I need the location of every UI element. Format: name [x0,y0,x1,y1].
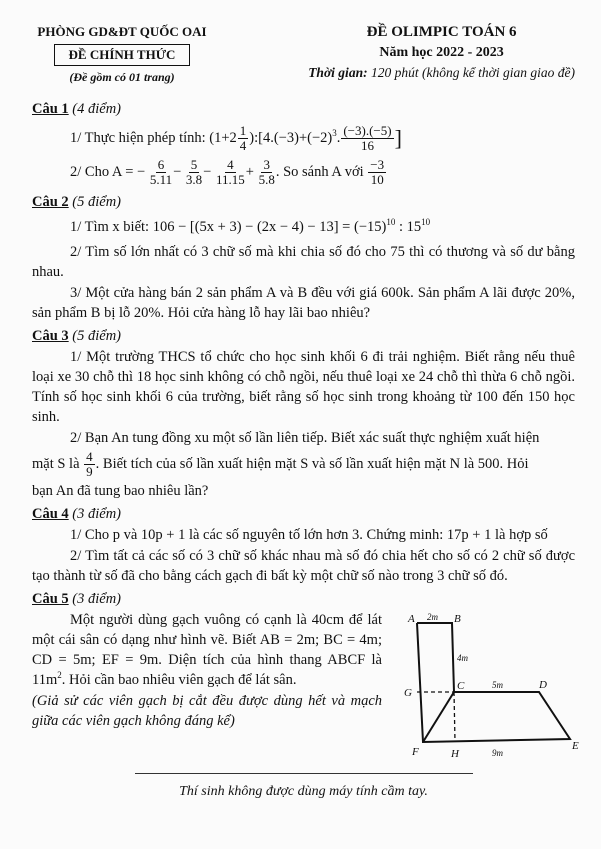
q4-heading: Câu 4 (3 điểm) [32,506,122,522]
label-h: H [451,748,459,759]
label-g: G [404,687,412,699]
q2-part1: 1/ Tìm x biết: $106 - [(5x + 3) - (2x - 4) - 13] = (-15)^{10}$ : $15^{10}$ [70,217,431,235]
label-e: E [572,740,579,752]
label-ab: 2m [427,612,438,622]
q5-heading: Câu 5 (3 điểm) [32,591,122,607]
q3-part1: 1/ Một trường THCS tổ chức cho học sinh khối 6 đi trải nghiệm. Biết rằng nếu thuê loại xe 30 chỗ thì 18 học sinh không có chỗ ngồi, nếu thuê loại xe 24 chỗ thì thừa 6 chỗ ngồi. Tính số học sinh khối 6 của trường, biết rằng số học sinh trong khoảng từ 100 đến 150 học sinh. [32,349,575,425]
yard-figure [394,609,584,759]
header-right [308,22,575,87]
exam-title: ĐỀ OLIMPIC TOÁN 6 [366,24,517,40]
q5-section [32,609,579,759]
q1-part2: 2/ Cho A = − $\frac{6}{5.11}$ − $\frac{5}{3.8}$ − $\frac{4}{11.15}$ + $\frac{3}{5.8}$ . So sánh A với $\frac{-3}{10}$ [70,157,385,187]
q4-part2: 2/ Tìm tất cả các số có 3 chữ số khác nhau mà số đó chia hết cho số có 2 chữ số được tạo thành từ số đã cho bằng cách gạch đi bất kỳ một chữ số nào trong 3 chữ số đó. [32,548,575,584]
q3-part2c: bạn An đã tung bao nhiêu lần? [32,483,209,499]
label-f: F [412,746,419,758]
label-a: A [408,613,415,625]
school-year: Năm học 2022 - 2023 [379,45,504,60]
q3-part2a: 2/ Bạn An tung đồng xu một số lần liên tiếp. Biết xác suất thực nghiệm xuất hiện [70,430,540,446]
q5-text: Một người dùng gạch vuông có cạnh là 40cm để lát một cái sân có dạng như hình vẽ. Biết AB = 2m; BC = 4m; CD = 5m; EF = 9m. Diện tích của hình thang ABCF là $11m^2$. Hỏi cần bao nhiêu viên gạch để lát sân. [32,612,382,688]
q2-part3: 3/ Một cửa hàng bán 2 sản phẩm A và B đều với giá 600k. Sản phẩm A lãi được 20%, sản phẩm B bị lỗ 20%. Hỏi cửa hàng lỗ hay lãi bao nhiêu? [32,285,575,321]
q2-heading: Câu 2 (5 điểm) [32,194,122,210]
q1-heading: Câu 1 (4 điểm) [32,101,122,117]
department: PHÒNG GD&ĐT QUỐC OAI [37,24,207,39]
q1-part1: 1/ Thực hiện phép tính: (1+2 $\frac{1}{4}$ )$:[4.(-3)+(-2)^3$. $\frac{(-3).(-5)}{16}$ ] [70,123,402,153]
q2-part2: 2/ Tìm số lớn nhất có 3 chữ số mà khi chia số đó cho 75 thì có thương và số dư bằng nhau. [32,244,575,280]
q4-part1: 1/ Cho p và 10p + 1 là các số nguyên tố lớn hơn 3. Chứng minh: 17p + 1 là hợp số [70,527,548,543]
footer-divider [135,773,473,774]
footer-note: Thí sinh không được dùng máy tính cầm tay. [179,784,428,799]
q5-note: (Giả sử các viên gạch bị cắt đều được dùng hết và mạch giữa các viên gạch không đáng kể) [32,693,382,729]
label-bc: 4m [457,653,468,663]
label-cd: 5m [492,680,503,690]
q3-heading: Câu 3 (5 điểm) [32,328,122,344]
label-d: D [539,679,547,691]
q5-text-column [32,609,382,732]
header [32,22,575,87]
header-left [32,22,212,87]
q3-part2b: mặt S là $\frac{4}{9}$ . Biết tích của số lần xuất hiện mặt S và số lần xuất hiện mặt N là 500. Hỏi [32,449,529,479]
label-fe: 9m [492,748,503,758]
time-info: Thời gian: 120 phút (không kể thời gian giao đề) [308,65,575,80]
label-b: B [454,613,461,625]
label-c: C [457,680,465,692]
official-label: ĐỀ CHÍNH THỨC [54,44,190,66]
page-note: (Đề gồm có 01 trang) [69,70,175,84]
